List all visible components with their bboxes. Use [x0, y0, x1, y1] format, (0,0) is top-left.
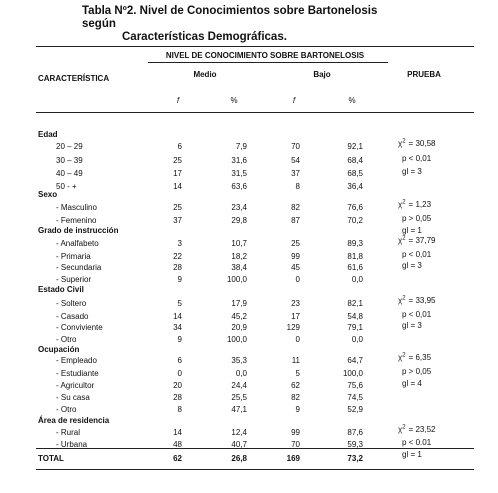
medio-pct-cell: 35,3 [231, 356, 247, 365]
prueba-header: PRUEBA [407, 70, 441, 79]
chi-value: = 1,23 [408, 200, 432, 209]
chi-square-value [398, 353, 431, 363]
medio-f-cell: 20 [173, 381, 182, 390]
medio-f-cell: 6 [177, 142, 182, 151]
bajo-pct-cell: 100,0 [342, 369, 363, 378]
bajo-f-cell: 62 [291, 381, 300, 390]
row-label: - Conviviente [56, 323, 103, 332]
chi-value: = 6,35 [408, 353, 432, 362]
bajo-pct-cell: 70,2 [347, 216, 363, 225]
total-bajo-pct: 73,2 [347, 454, 363, 463]
chi-value: = 33,95 [408, 296, 436, 305]
chi-symbol: χ [398, 200, 403, 209]
medio-pct-cell: 100,0 [226, 275, 247, 284]
bajo-f-cell: 82 [291, 203, 300, 212]
bajo-f-cell: 37 [291, 169, 300, 178]
row-label: - Soltero [56, 299, 87, 308]
row-label: - Otro [56, 405, 77, 414]
chi-symbol: χ [398, 296, 403, 305]
p-value: p < 0,01 [402, 250, 432, 259]
medio-f-cell: 17 [173, 169, 182, 178]
group-label: Grado de instrucción [38, 226, 119, 235]
medio-f-cell: 14 [173, 312, 182, 321]
medio-f-cell: 9 [177, 335, 182, 344]
medio-f-header: f [176, 96, 180, 105]
medio-pct-cell: 18,2 [231, 252, 247, 261]
p-value: p > 0,05 [402, 367, 432, 376]
medio-pct-cell: 40,7 [231, 440, 247, 449]
degrees-of-freedom: gl = 1 [402, 450, 422, 459]
group-label: Área de residencia [38, 416, 110, 425]
chi-symbol: χ [398, 139, 403, 148]
medio-pct-cell: 12,4 [231, 428, 247, 437]
medio-f-cell: 14 [173, 182, 182, 191]
bajo-f-cell: 5 [295, 369, 300, 378]
medio-pct-cell: 0,0 [235, 369, 247, 378]
medio-f-cell: 9 [177, 275, 182, 284]
medio-f-cell: 28 [173, 393, 182, 402]
medio-pct-cell: 29,8 [231, 216, 247, 225]
medio-pct-cell: 100,0 [226, 335, 247, 344]
characteristic-header: CARACTERÍSTICA [38, 74, 110, 83]
bajo-pct-cell: 87,6 [347, 428, 363, 437]
bajo-f-cell: 25 [291, 239, 300, 248]
row-label: - Femenino [56, 216, 97, 225]
chi-square-value [398, 200, 431, 210]
row-label: - Su casa [56, 393, 90, 402]
row-label: 20 – 29 [56, 142, 83, 151]
medio-f-cell: 6 [177, 356, 182, 365]
title-line-2: Características Demográficas. [122, 31, 287, 43]
chi-value: = 23,52 [408, 425, 436, 434]
medio-f-cell: 34 [173, 323, 182, 332]
bajo-f-cell: 82 [291, 393, 300, 402]
group-header: NIVEL DE CONOCIMIENTO SOBRE BARTONELOSIS [165, 51, 365, 60]
medio-pct-cell: 47,1 [231, 405, 247, 414]
bajo-pct-cell: 75,6 [347, 381, 363, 390]
medio-f-cell: 48 [173, 440, 182, 449]
bajo-pct-cell: 74,5 [347, 393, 363, 402]
bajo-f-cell: 8 [295, 182, 300, 191]
p-value: p < 0,01 [402, 154, 432, 163]
row-label: - Otro [56, 335, 77, 344]
chi-exponent: 2 [402, 424, 406, 431]
title-line-1: Tabla Nº2. Nivel de Conocimientos sobre Bartonelosis según [82, 5, 378, 30]
medio-f-cell: 37 [173, 216, 182, 225]
bajo-pct-cell: 89,3 [347, 239, 363, 248]
degrees-of-freedom: gl = 3 [402, 321, 422, 330]
medio-f-cell: 3 [177, 239, 182, 248]
degrees-of-freedom: gl = 3 [402, 261, 422, 270]
medio-pct-header: % [230, 96, 238, 105]
row-label: - Masculino [56, 203, 97, 212]
bajo-pct-cell: 0,0 [351, 335, 363, 344]
bajo-f-cell: 70 [291, 440, 300, 449]
p-value: p > 0,05 [402, 214, 432, 223]
p-value: p < 0.01 [402, 438, 432, 447]
medio-pct-cell: 17,9 [231, 299, 247, 308]
medio-f-cell: 25 [173, 156, 182, 165]
bajo-f-cell: 54 [291, 156, 300, 165]
medio-f-cell: 5 [177, 299, 182, 308]
bajo-pct-cell: 76,6 [347, 203, 363, 212]
medio-pct-cell: 10,7 [231, 239, 247, 248]
bajo-f-cell: 99 [291, 428, 300, 437]
medio-f-cell: 28 [173, 263, 182, 272]
row-label: - Primaria [56, 252, 91, 261]
chi-symbol: χ [398, 425, 403, 434]
bajo-pct-cell: 64,7 [347, 356, 363, 365]
bajo-pct-cell: 81,8 [347, 252, 363, 261]
bajo-pct-header: % [348, 96, 356, 105]
medio-pct-cell: 63,6 [231, 182, 247, 191]
bajo-f-cell: 9 [295, 405, 300, 414]
bajo-f-cell: 70 [291, 142, 300, 151]
degrees-of-freedom: gl = 1 [402, 226, 422, 235]
bajo-pct-cell: 82,1 [347, 299, 363, 308]
bajo-pct-cell: 0,0 [351, 275, 363, 284]
degrees-of-freedom: gl = 3 [402, 167, 422, 176]
bajo-pct-cell: 36,4 [347, 182, 363, 191]
row-label: - Estudiante [56, 369, 99, 378]
medio-pct-cell: 20,9 [231, 323, 247, 332]
group-label: Edad [38, 130, 58, 139]
medio-pct-cell: 31,5 [231, 169, 247, 178]
chi-square-value [398, 425, 435, 435]
group-label: Ocupación [38, 345, 80, 354]
bajo-f-cell: 11 [291, 356, 300, 365]
bottom-rule [36, 469, 474, 470]
group-label: Sexo [38, 190, 58, 199]
chi-exponent: 2 [402, 235, 406, 242]
medio-f-cell: 0 [177, 369, 182, 378]
bajo-f-cell: 17 [291, 312, 300, 321]
chi-value: = 30,58 [408, 139, 436, 148]
group-rule [148, 62, 388, 63]
bajo-pct-cell: 68,4 [347, 156, 363, 165]
bajo-pct-cell: 59,3 [347, 440, 363, 449]
total-medio-pct: 26,8 [231, 454, 247, 463]
medio-f-cell: 14 [173, 428, 182, 437]
row-label: - Urbana [56, 440, 88, 449]
medio-pct-cell: 24,4 [231, 381, 247, 390]
bajo-f-cell: 99 [291, 252, 300, 261]
total-rule [36, 448, 474, 449]
bajo-f-header: f [292, 96, 296, 105]
row-label: - Rural [56, 428, 81, 437]
row-label: 40 – 49 [56, 169, 83, 178]
table-title [82, 5, 412, 44]
bajo-f-cell: 23 [291, 299, 300, 308]
bajo-f-cell: 45 [291, 263, 300, 272]
row-label: - Casado [56, 312, 89, 321]
bajo-pct-cell: 92,1 [347, 142, 363, 151]
bajo-f-cell: 87 [291, 216, 300, 225]
chi-exponent: 2 [402, 295, 406, 302]
bajo-f-cell: 129 [286, 323, 300, 332]
bajo-pct-cell: 61,6 [347, 263, 363, 272]
bajo-pct-cell: 52,9 [347, 405, 363, 414]
top-rule [36, 46, 474, 47]
chi-square-value [398, 296, 435, 306]
row-label: - Agricultor [56, 381, 95, 390]
medio-header: Medio [193, 70, 217, 79]
row-label: - Analfabeto [56, 239, 99, 248]
p-value: p < 0,01 [402, 310, 432, 319]
row-label: - Empleado [56, 356, 97, 365]
medio-pct-cell: 7,9 [235, 142, 247, 151]
chi-exponent: 2 [402, 138, 406, 145]
bajo-pct-cell: 54,8 [347, 312, 363, 321]
chi-value: = 37,79 [408, 236, 436, 245]
medio-pct-cell: 45,2 [231, 312, 247, 321]
medio-f-cell: 22 [173, 252, 182, 261]
total-bajo-f: 169 [286, 454, 300, 463]
total-medio-f: 62 [173, 454, 182, 463]
bajo-header: Bajo [313, 70, 331, 79]
row-label: - Superior [56, 275, 92, 284]
bajo-pct-cell: 79,1 [347, 323, 363, 332]
medio-pct-cell: 38,4 [231, 263, 247, 272]
medio-pct-cell: 25,5 [231, 393, 247, 402]
medio-f-cell: 25 [173, 203, 182, 212]
chi-exponent: 2 [402, 199, 406, 206]
total-label: TOTAL [38, 454, 64, 463]
bajo-f-cell: 0 [295, 275, 300, 284]
row-label: - Secundaria [56, 263, 102, 272]
degrees-of-freedom: gl = 4 [402, 379, 422, 388]
medio-pct-cell: 31,6 [231, 156, 247, 165]
chi-symbol: χ [398, 353, 403, 362]
row-label: 50 - + [56, 182, 77, 191]
medio-pct-cell: 23,4 [231, 203, 247, 212]
chi-square-value [398, 139, 435, 149]
bajo-f-cell: 0 [295, 335, 300, 344]
medio-f-cell: 8 [177, 405, 182, 414]
row-label: 30 – 39 [56, 156, 83, 165]
bajo-pct-cell: 68,5 [347, 169, 363, 178]
header-rule [36, 112, 474, 113]
group-label: Estado Civil [38, 285, 84, 294]
chi-square-value [398, 236, 435, 246]
chi-exponent: 2 [402, 352, 406, 359]
chi-symbol: χ [398, 236, 403, 245]
